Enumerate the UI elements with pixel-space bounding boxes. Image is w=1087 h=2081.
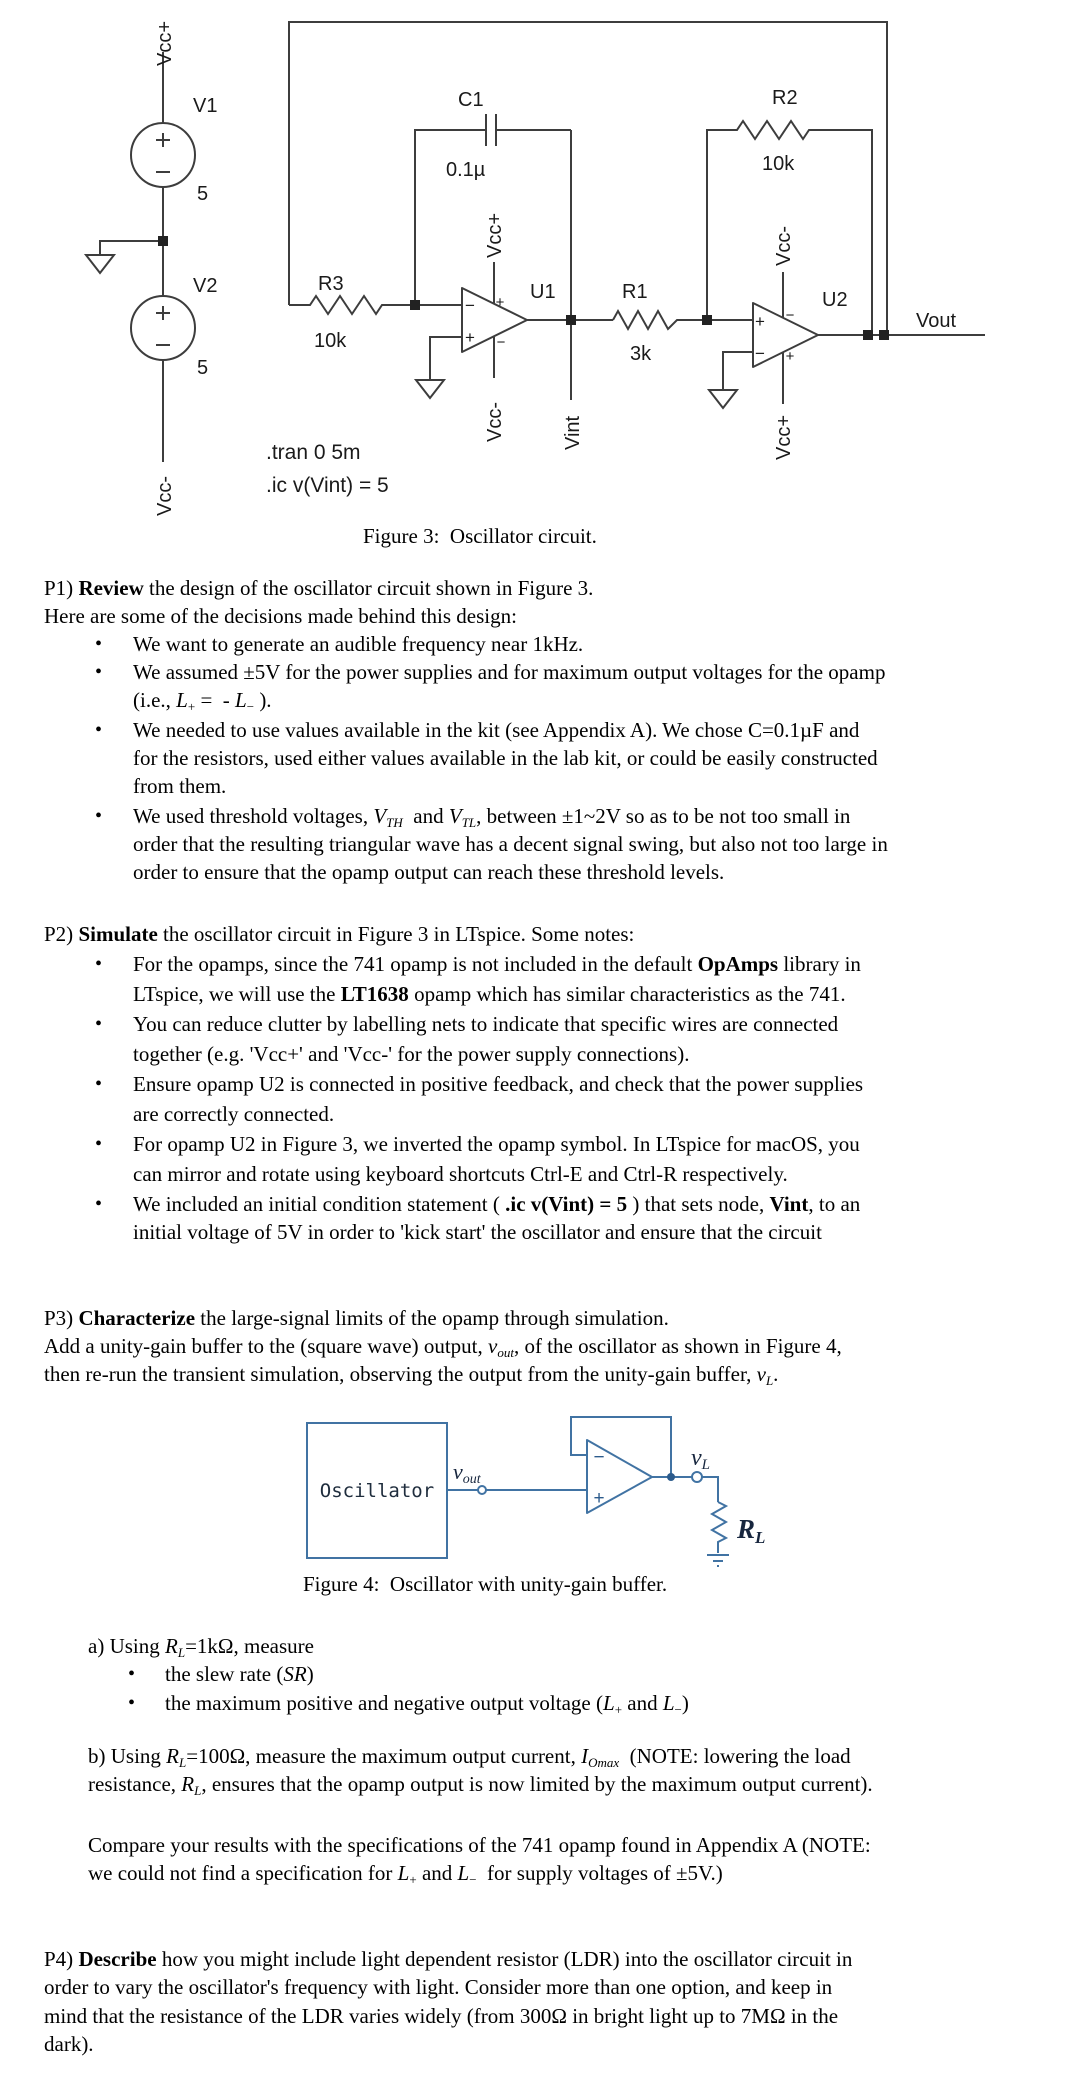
text-line: We used threshold voltages, VTH and VTL, between ±1~2V so as to be not too small in bbox=[133, 804, 851, 830]
ref-label-c1: C1 bbox=[458, 89, 484, 111]
voltage-source-v1 bbox=[131, 123, 195, 187]
schematic-labels bbox=[154, 21, 956, 516]
wire bbox=[430, 337, 462, 380]
value-label-v2: 5 bbox=[197, 357, 209, 379]
text-line: We included an initial condition statement ( .ic v(Vint) = 5 ) that sets node, Vint, to an bbox=[133, 1192, 861, 1216]
text-line: order that the resulting triangular wave has a decent signal swing, but also not too large in bbox=[133, 832, 888, 856]
u1-inverting-input-marker: − bbox=[465, 296, 475, 315]
v2-polarity-marks bbox=[156, 306, 170, 345]
wire-junction bbox=[566, 315, 576, 325]
bullet-marker: • bbox=[128, 1663, 136, 1685]
bullet-marker: • bbox=[95, 805, 103, 827]
text-line: Compare your results with the specifications of the 741 opamp found in Appendix A (NOTE: bbox=[88, 1833, 871, 1857]
text-line: We assumed ±5V for the power supplies and for maximum output voltages for the opamp bbox=[133, 660, 886, 684]
ref-label-r3: R3 bbox=[318, 273, 344, 295]
text-line: We needed to use values available in the kit (see Appendix A). We chose C=0.1µF and bbox=[133, 718, 860, 742]
v1-polarity-marks bbox=[156, 133, 170, 172]
text-line: Ensure opamp U2 is connected in positive feedback, and check that the power supplies bbox=[133, 1072, 864, 1096]
u2-noninverting-input-marker: + bbox=[755, 312, 765, 331]
text-line: the maximum positive and negative output voltage (L+ and L−) bbox=[165, 1691, 689, 1717]
text-line: P4) Describe how you might include light dependent resistor (LDR) into the oscillator circuit in bbox=[44, 1947, 853, 1971]
resistor-r1 bbox=[613, 311, 753, 329]
text-line: initial voltage of 5V in order to 'kick start' the oscillator and ensure that the circuit bbox=[133, 1220, 822, 1244]
voltage-source-v2 bbox=[131, 296, 195, 360]
value-label-c1: 0.1µ bbox=[446, 159, 486, 181]
text-line: together (e.g. 'Vcc+' and 'Vcc-' for the power supply connections). bbox=[133, 1042, 690, 1066]
text-line: Add a unity-gain buffer to the (square wave) output, vout, of the oscillator as shown in Figure 4, bbox=[44, 1334, 842, 1360]
bullet-marker: • bbox=[95, 661, 103, 683]
value-label-r1: 3k bbox=[630, 343, 652, 365]
ref-label-r1: R1 bbox=[622, 281, 648, 303]
vl-node-icon bbox=[692, 1472, 702, 1482]
figure4-caption: Figure 4: Oscillator with unity-gain buffer. bbox=[303, 1572, 668, 1596]
net-label-vcc-plus-rail: Vcc+ bbox=[154, 20, 176, 66]
text-line: order to ensure that the opamp output can reach these threshold levels. bbox=[133, 860, 725, 884]
net-label-vcc-minus-rail: Vcc- bbox=[154, 476, 176, 516]
text-line: We want to generate an audible frequency near 1kHz. bbox=[133, 632, 584, 656]
bullet-marker: • bbox=[95, 1133, 103, 1155]
ref-label-u1: U1 bbox=[530, 281, 556, 303]
wire-junction bbox=[702, 315, 712, 325]
output-junction-dot bbox=[667, 1473, 675, 1481]
u2-inverting-input-marker: − bbox=[755, 344, 765, 363]
text-line: resistance, RL, ensures that the opamp output is now limited by the maximum output current). bbox=[88, 1772, 873, 1798]
u2-vminus-pin-marker: − bbox=[785, 307, 795, 324]
text-line: Here are some of the decisions made behind this design: bbox=[44, 604, 517, 628]
ground-icon bbox=[86, 255, 114, 273]
value-label-r2: 10k bbox=[762, 153, 795, 175]
value-label-r3: 10k bbox=[314, 330, 347, 352]
bullet-marker: • bbox=[95, 1193, 103, 1215]
ground-icon bbox=[416, 380, 444, 398]
text-line: we could not find a specification for L+ and L− for supply voltages of ±5V.) bbox=[88, 1861, 723, 1887]
buffer-minus-marker: − bbox=[593, 1447, 605, 1468]
text-line: P3) Characterize the large-signal limits of the opamp through simulation. bbox=[44, 1306, 669, 1330]
net-label-vint: Vint bbox=[562, 415, 584, 450]
wire-junction bbox=[158, 236, 168, 246]
u1-vplus-pin-marker: + bbox=[495, 294, 505, 311]
directive-ic: .ic v(Vint) = 5 bbox=[266, 474, 389, 497]
wire bbox=[723, 352, 753, 390]
text-line: can mirror and rotate using keyboard shortcuts Ctrl-E and Ctrl-R respectively. bbox=[133, 1162, 788, 1186]
bullet-marker: • bbox=[128, 1692, 136, 1714]
ref-label-u2: U2 bbox=[822, 289, 848, 311]
wire-junction bbox=[410, 300, 420, 310]
text-line: then re-run the transient simulation, observing the output from the unity-gain buffer, vL. bbox=[44, 1362, 779, 1388]
u1-noninverting-input-marker: + bbox=[465, 328, 475, 347]
directive-tran: .tran 0 5m bbox=[266, 441, 361, 464]
resistor-rl bbox=[712, 1502, 726, 1553]
vout-port-icon bbox=[478, 1486, 486, 1494]
figure3-caption: Figure 3: Oscillator circuit. bbox=[363, 524, 597, 548]
text-line: order to vary the oscillator's frequency with light. Consider more than one option, and keep in bbox=[44, 1975, 833, 1999]
wire bbox=[652, 1477, 718, 1502]
text-line: the slew rate (SR) bbox=[165, 1662, 314, 1686]
rl-label: RL bbox=[737, 1514, 766, 1547]
text-line: P1) Review the design of the oscillator circuit shown in Figure 3. bbox=[44, 576, 594, 600]
value-label-v1: 5 bbox=[197, 183, 209, 205]
buffer-plus-marker: + bbox=[593, 1488, 605, 1509]
oscillator-box-label: Oscillator bbox=[319, 1480, 435, 1502]
bullet-marker: • bbox=[95, 1013, 103, 1035]
text-line: b) Using RL=100Ω, measure the maximum output current, IOmax (NOTE: lowering the load bbox=[88, 1744, 851, 1770]
source-label-v1: V1 bbox=[193, 95, 218, 117]
figure3-schematic bbox=[0, 0, 1087, 525]
bullet-marker: • bbox=[95, 719, 103, 741]
u2-vplus-pin-marker: + bbox=[785, 348, 795, 365]
bullet-marker: • bbox=[95, 953, 103, 975]
text-line: LTspice, we will use the LT1638 opamp which has similar characteristics as the 741. bbox=[133, 982, 846, 1006]
text-line: You can reduce clutter by labelling nets to indicate that specific wires are connected bbox=[133, 1012, 839, 1036]
bullet-marker: • bbox=[95, 1073, 103, 1095]
net-label-vcc-minus-u1: Vcc- bbox=[484, 402, 506, 442]
text-line: For opamp U2 in Figure 3, we inverted the opamp symbol. In LTspice for macOS, you bbox=[133, 1132, 860, 1156]
text-line: for the resistors, used either values available in the lab kit, or could be easily constructed bbox=[133, 746, 878, 770]
text-line: are correctly connected. bbox=[133, 1102, 335, 1126]
text-line: from them. bbox=[133, 774, 227, 798]
ground-icon bbox=[707, 1555, 729, 1566]
text-line: a) Using RL=1kΩ, measure bbox=[88, 1634, 314, 1660]
net-label-vcc-minus-u2: Vcc- bbox=[773, 226, 795, 266]
vout-label: vout bbox=[453, 1459, 481, 1487]
ground-icon bbox=[709, 390, 737, 408]
text-line: For the opamps, since the 741 opamp is not included in the default OpAmps library in bbox=[133, 952, 861, 976]
text-line: P2) Simulate the oscillator circuit in Figure 3 in LTspice. Some notes: bbox=[44, 922, 635, 946]
u1-vminus-pin-marker: − bbox=[496, 334, 506, 351]
wire-junction bbox=[863, 330, 873, 340]
wire-junction bbox=[879, 330, 889, 340]
wire bbox=[289, 22, 887, 330]
ref-label-r2: R2 bbox=[772, 87, 798, 109]
text-line: mind that the resistance of the LDR varies widely (from 300Ω in bright light up to 7MΩ in the bbox=[44, 2004, 839, 2028]
resistor-r3 bbox=[289, 296, 462, 314]
net-label-vout: Vout bbox=[916, 310, 957, 332]
net-label-vcc-plus-u1: Vcc+ bbox=[484, 212, 506, 258]
text-line: dark). bbox=[44, 2032, 94, 2056]
text-line: (i.e., L+ = - L− ). bbox=[133, 688, 272, 714]
net-label-vcc-plus-u2: Vcc+ bbox=[773, 414, 795, 460]
wire bbox=[527, 130, 613, 400]
vl-label: vL bbox=[691, 1445, 710, 1473]
source-label-v2: V2 bbox=[193, 275, 218, 297]
bullet-marker: • bbox=[95, 633, 103, 655]
wire bbox=[100, 241, 158, 255]
